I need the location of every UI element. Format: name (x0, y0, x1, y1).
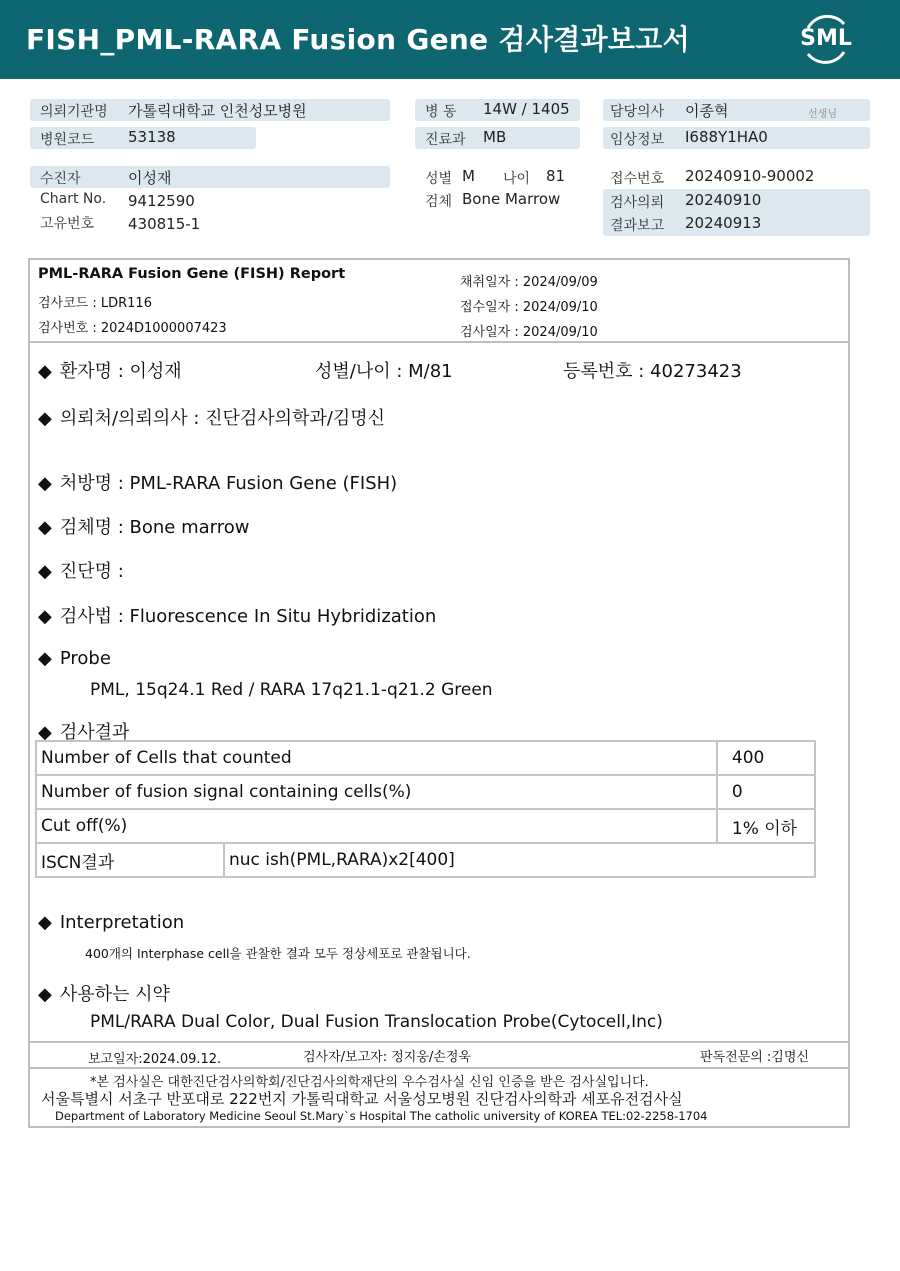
diamond-bullet-icon: ◆ (38, 722, 52, 743)
examiner: 검사자/보고자: 정지웅/손정욱 (303, 1050, 471, 1065)
logo-text: SML (800, 26, 852, 51)
table-row (36, 741, 815, 775)
reagent-text: PML/RARA Dual Color, Dual Fusion Translocation Probe(Cytocell,Inc) (90, 1012, 663, 1032)
table-cell-value: 1% 이하 (717, 809, 815, 843)
hospital-code-value: 53138 (128, 128, 176, 146)
method: 검사법 : Fluorescence In Situ Hybridization (59, 606, 437, 627)
patient-label: 수진자 (40, 171, 81, 187)
prescription-line (38, 469, 397, 495)
probe-detail: PML, 15q24.1 Red / RARA 17q21.1-q21.2 Green (90, 680, 493, 700)
institution-value: 가톨릭대학교 인천성모병원 (128, 102, 307, 120)
dept-value: MB (483, 128, 507, 146)
unique-no-value: 430815-1 (128, 215, 201, 233)
diamond-bullet-icon: ◆ (38, 517, 52, 538)
result-date-label: 결과보고 (610, 218, 665, 234)
table-cell-label: ISCN결과 (36, 843, 224, 877)
request-label: 검사의뢰 (610, 195, 665, 211)
diamond-bullet-icon: ◆ (38, 361, 52, 382)
doctor-label: 담당의사 (610, 104, 665, 120)
age-label: 나이 (503, 171, 531, 187)
request-value: 20240910 (685, 191, 762, 209)
specimen-name: 검체명 : Bone marrow (59, 517, 250, 538)
test-number: 검사번호 : 2024D1000007423 (38, 321, 227, 336)
clinical-label: 임상정보 (610, 132, 665, 148)
report-title: PML-RARA Fusion Gene (FISH) Report (38, 266, 346, 282)
table-cell-value: 400 (717, 741, 815, 775)
specimen-value: Bone Marrow (462, 190, 561, 208)
unique-no-label: 고유번호 (40, 216, 95, 232)
exam-date: 검사일자 : 2024/09/10 (460, 325, 598, 340)
specimen-label: 검체 (425, 194, 453, 210)
diamond-bullet-icon: ◆ (38, 648, 52, 669)
sml-logo (798, 12, 854, 66)
probe-heading: Probe (59, 648, 111, 669)
registration-number: 등록번호 : 40273423 (563, 361, 742, 382)
table-cell-label: Cut off(%) (36, 809, 717, 843)
diamond-bullet-icon: ◆ (38, 408, 52, 429)
requester: 의뢰처/의뢰의사 : 진단검사의학과/김명신 (59, 408, 386, 429)
report-header-divider (28, 341, 850, 343)
ward-label: 병 동 (425, 104, 457, 120)
reagent-heading: 사용하는 시약 (59, 984, 170, 1005)
patient-value: 이성재 (128, 169, 172, 187)
lab-address: 서울특별시 서초구 반포대로 222번지 가톨릭대학교 서울성모병원 진단검사의학과 세포유전검사실 (41, 1090, 683, 1108)
specimen-line (38, 513, 249, 539)
diamond-bullet-icon: ◆ (38, 606, 52, 627)
chart-no-value: 9412590 (128, 192, 195, 210)
test-code: 검사코드 : LDR116 (38, 296, 152, 311)
header-bar (0, 0, 900, 79)
receive-date: 접수일자 : 2024/09/10 (460, 300, 598, 315)
footer-divider-bottom (28, 1067, 850, 1069)
collect-date: 채취일자 : 2024/09/09 (460, 275, 598, 290)
method-line (38, 602, 436, 628)
doctor-suffix: 선생님 (808, 109, 837, 120)
result-heading: 검사결과 (59, 722, 130, 743)
sex-age: 성별/나이 : M/81 (315, 361, 453, 382)
clinical-value: I688Y1HA0 (685, 128, 768, 146)
interpretation-heading: Interpretation (59, 912, 185, 933)
table-row (36, 843, 815, 877)
reception-label: 접수번호 (610, 171, 665, 187)
dept-label: 진료과 (425, 132, 466, 148)
table-row (36, 809, 815, 843)
diamond-bullet-icon: ◆ (38, 912, 52, 933)
sex-value: M (462, 167, 475, 185)
table-cell-label: Number of Cells that counted (36, 741, 717, 775)
reading-doctor: 판독전문의 :김명신 (700, 1050, 809, 1065)
age-value: 81 (546, 167, 566, 185)
reception-value: 20240910-90002 (685, 167, 815, 185)
diamond-bullet-icon: ◆ (38, 561, 52, 582)
table-cell-label: Number of fusion signal containing cells(%) (36, 775, 717, 809)
table-cell-value: 0 (717, 775, 815, 809)
result-table (35, 740, 816, 878)
reagent-heading-line (38, 980, 170, 1006)
sex-label: 성별 (425, 171, 453, 187)
interpretation-heading-line (38, 912, 184, 933)
page-title: FISH_PML-RARA Fusion Gene 검사결과보고서 (26, 23, 690, 56)
patient-name-line (38, 357, 182, 383)
diamond-bullet-icon: ◆ (38, 473, 52, 494)
interpretation-text: 400개의 Interphase cell을 관찰한 결과 모두 정상세포로 관찰됩니다. (85, 946, 471, 961)
chart-no-label: Chart No. (40, 191, 107, 207)
prescription: 처방명 : PML-RARA Fusion Gene (FISH) (59, 473, 398, 494)
doctor-value: 이종혁 (685, 102, 729, 120)
diagnosis: 진단명 : (59, 561, 124, 582)
ward-value: 14W / 1405 (483, 100, 570, 118)
hospital-code-label: 병원코드 (40, 132, 95, 148)
certification-note: *본 검사실은 대한진단검사의학회/진단검사의학재단의 우수검사실 신임 인증을 받은 검사실입니다. (90, 1075, 649, 1090)
department-english: Department of Laboratory Medicine Seoul St.Mary`s Hospital The catholic university of KOREA TEL:02-2258-1704 (55, 1109, 708, 1123)
report-date: 보고일자:2024.09.12. (88, 1052, 222, 1067)
diamond-bullet-icon: ◆ (38, 984, 52, 1005)
table-cell-value: nuc ish(PML,RARA)x2[400] (224, 843, 815, 877)
diagnosis-line (38, 557, 124, 583)
footer-divider-top (28, 1041, 850, 1043)
result-date-value: 20240913 (685, 214, 762, 232)
table-row (36, 775, 815, 809)
requester-line (38, 404, 385, 430)
patient-row-bg (30, 166, 390, 188)
patient-name: 환자명 : 이성재 (59, 361, 182, 382)
probe-heading-line (38, 648, 111, 669)
institution-label: 의뢰기관명 (40, 104, 108, 120)
